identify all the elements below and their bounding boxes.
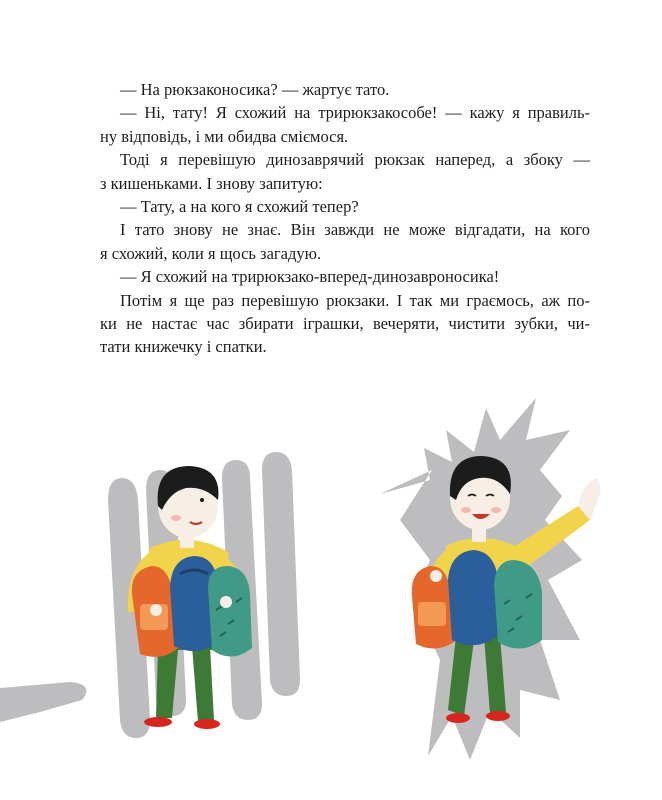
text-line-2: — Ні, тату! Я схожий на трирюкзакособе! — кажу я правиль- xyxy=(120,103,590,123)
text-line-8: я схожий, коли я щось загадую. xyxy=(100,243,322,263)
text-line-12: тати книжечку і спатки. xyxy=(100,337,267,357)
backpack-icon xyxy=(448,550,498,645)
text-line-5: з кишеньками. І знову запитую: xyxy=(100,173,323,193)
text-line-10: Потім я ще раз перевішую рюкзаки. І так ми граємось, аж по- xyxy=(120,290,590,310)
text-line-3: ну відповідь, і ми обидва сміємося. xyxy=(100,126,349,146)
text-line-7: І тато знову не знає. Він завжди не може відгадати, на кого xyxy=(120,220,590,240)
story-text xyxy=(100,78,590,359)
text-line-1: — На рюкзаконосика? — жартує тато. xyxy=(120,80,390,99)
text-line-6: — Тату, а на кого я схожий тепер? xyxy=(120,197,359,217)
backpack-icon xyxy=(208,566,252,657)
illustration xyxy=(0,380,662,800)
text-line-9: — Я схожий на трирюкзако-вперед-динозавроносика! xyxy=(120,267,500,287)
backpack-icon xyxy=(494,560,542,649)
grey-swoosh-shape xyxy=(0,682,86,722)
text-line-4: Тоді я перевішую динозаврячий рюкзак наперед, а збоку — xyxy=(120,150,590,170)
text-line-11: ки не настає час збирати іграшки, вечеряти, чистити зубки, чи- xyxy=(100,314,590,334)
